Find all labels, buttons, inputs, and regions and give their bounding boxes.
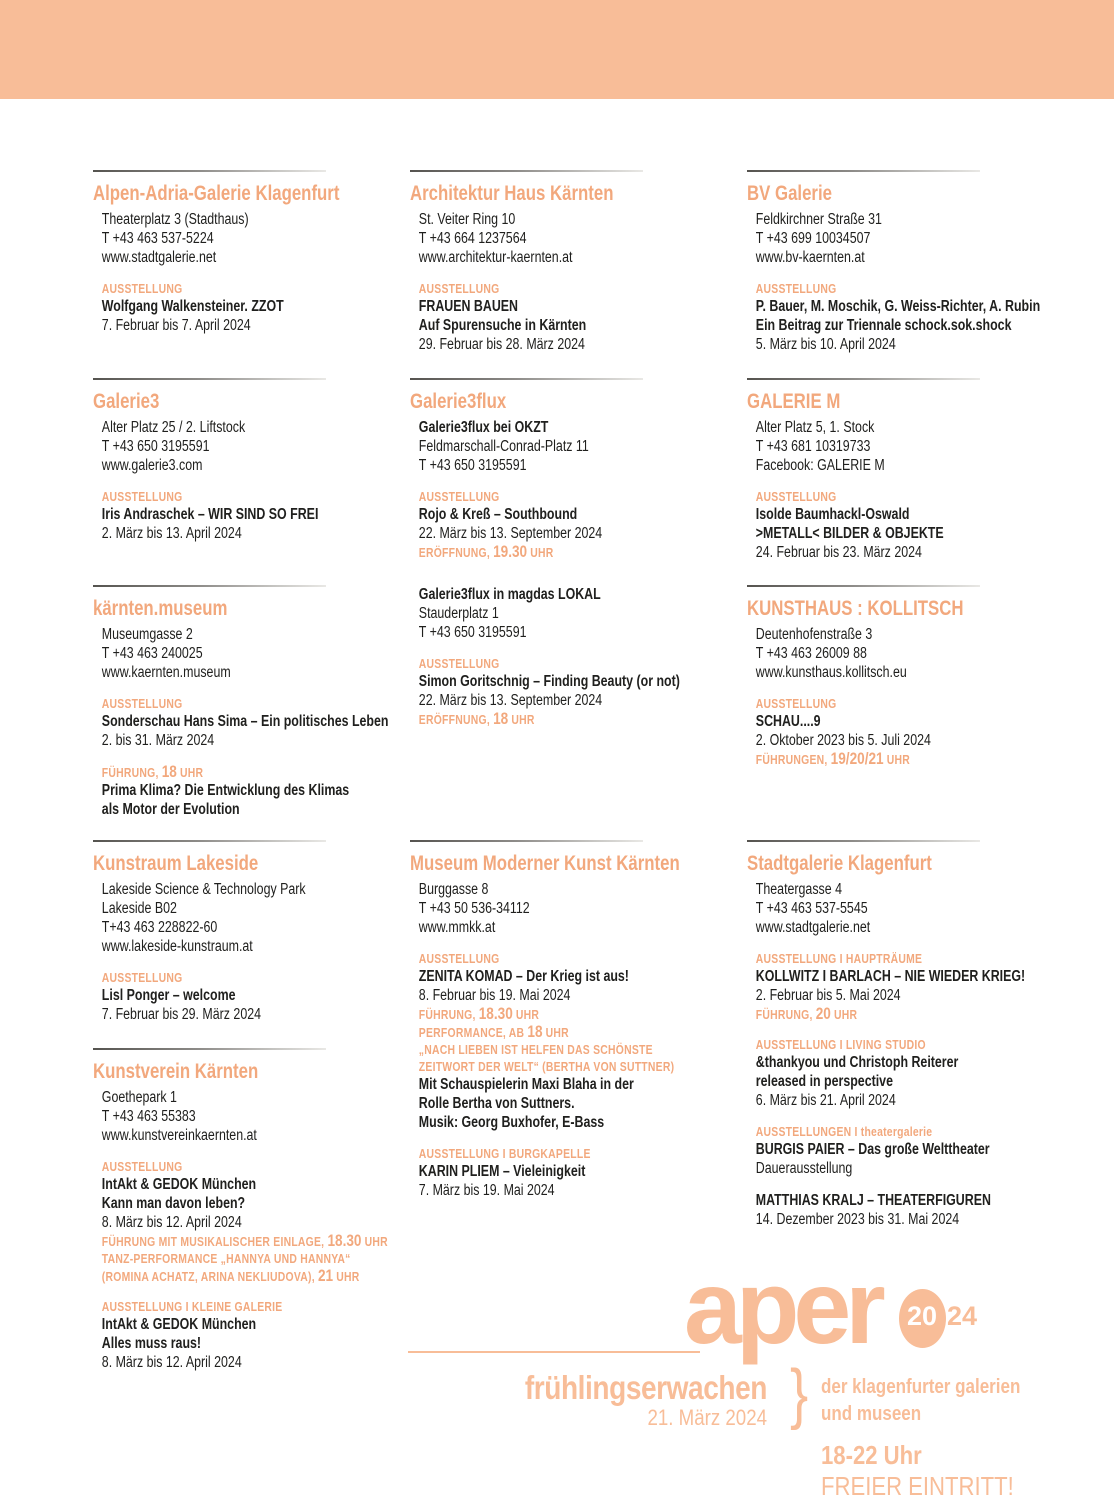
exhibition-label [747,695,980,712]
label-part: ZEITWORT DER WELT“ (BERTHA VON SUTTNER) [418,1059,675,1074]
label-part: UHR [512,1007,540,1022]
text-line: T +43 650 3195591 [101,438,210,455]
exhibition-label [747,280,980,297]
exhibition-label [93,695,326,712]
label-part: 21 [317,1266,334,1285]
text-line: Museumgasse 2 [101,626,193,643]
exhibition-label [410,1023,643,1041]
text-line: Alter Platz 25 / 2. Liftstock [101,419,246,436]
text-line: www.stadtgalerie.net [755,919,871,936]
label-part: AUSSTELLUNG I LIVING STUDIO [755,1037,926,1052]
exhibition-title: Galerie3flux bei OKZT [418,419,549,436]
exhibition-label [410,1005,643,1023]
label-part: FÜHRUNG MIT MUSIKALISCHER EINLAGE, [101,1234,328,1249]
section-body [747,880,1026,1229]
label-part: 20 [815,1004,831,1023]
label-part: „NACH LIEBEN IST HELFEN DAS SCHÖNSTE [418,1042,653,1057]
exhibition-title: Isolde Baumhackl-Oswald [755,506,910,523]
text-line: 22. März bis 13. September 2024 [418,525,603,542]
event-date: 21. März 2024 [647,1405,767,1430]
section-body [747,210,1041,354]
section-body [93,1088,388,1372]
exhibition-title: IntAkt & GEDOK München [101,1316,257,1333]
exhibition-title: Musik: Georg Buxhofer, E-Bass [418,1114,605,1131]
text-line: Theaterplatz 3 (Stadthaus) [101,211,249,228]
info-group [93,969,326,1024]
info-group [747,695,980,768]
exhibition-label [410,950,643,967]
label-part: UHR [830,1007,858,1022]
text-line: T +43 463 55383 [101,1108,196,1125]
label-part: 18 [527,1022,543,1041]
gallery-section [747,840,1026,1229]
section-body [93,210,326,335]
label-part: AUSSTELLUNG [101,696,183,711]
label-part: UHR [542,1025,569,1040]
exhibition-label [93,1266,360,1285]
info-group [747,625,980,682]
exhibition-title: Mit Schauspielerin Maxi Blaha in der [418,1076,634,1093]
text-line: www.stadtgalerie.net [101,249,217,266]
exhibition-title: KOLLWITZ I BARLACH – NIE WIEDER KRIEG! [755,968,1026,985]
label-part: FÜHRUNG, [418,1007,479,1022]
exhibition-label [93,763,326,781]
header-band [0,0,1114,99]
text-line: www.bv-kaernten.at [755,249,865,266]
text-line: 7. Februar bis 7. April 2024 [101,317,251,334]
section-divider [93,585,326,587]
exhibition-title: Lisl Ponger – welcome [101,987,236,1004]
event-time: 18-22 Uhr [821,1440,922,1470]
gallery-name: Galerie3flux [410,390,507,413]
info-group [410,950,675,1132]
text-line: Deutenhofenstraße 3 [755,626,873,643]
label-part: TANZ-PERFORMANCE „HANNYA UND HANNYA“ [101,1251,351,1266]
exhibition-title: Kann man davon leben? [101,1195,246,1212]
label-part: AUSSTELLUNG [418,656,500,671]
text-line: Dauerausstellung [755,1160,853,1177]
text-line: www.lakeside-kunstraum.at [101,938,253,955]
text-line: 2. Oktober 2023 bis 5. Juli 2024 [755,732,931,749]
label-part: ERÖFFNUNG, [418,712,494,727]
text-line: T +43 463 240025 [101,645,203,662]
exhibition-title: Galerie3flux in magdas LOKAL [418,586,601,603]
exhibition-title: Alles muss raus! [101,1335,202,1352]
exhibition-title: &thankyou und Christoph Reiterer [755,1054,959,1071]
exhibition-label [410,1058,675,1075]
exhibition-title: Rolle Bertha von Suttners. [418,1095,575,1112]
text-line: 2. bis 31. März 2024 [101,732,215,749]
section-body [747,418,980,562]
exhibition-title: Ein Beitrag zur Triennale schock.sok.shock [755,317,1012,334]
exhibition-title: ZENITA KOMAD – Der Krieg ist aus! [418,968,629,985]
exhibition-title: MATTHIAS KRALJ – THEATERFIGUREN [755,1192,991,1209]
text-line: 24. Februar bis 23. März 2024 [755,544,922,561]
info-group [93,418,326,475]
gallery-section [93,378,326,543]
exhibition-title: Auf Spurensuche in Kärnten [418,317,587,334]
section-body [93,418,326,543]
exhibition-label [747,750,980,768]
text-line: 5. März bis 10. April 2024 [755,336,896,353]
label-part: PERFORMANCE, AB [418,1025,528,1040]
text-line: Theatergasse 4 [755,881,842,898]
info-group [93,210,326,267]
text-line: T+43 463 228822-60 [101,919,218,936]
text-line: Feldmarschall-Conrad-Platz 11 [418,438,589,455]
label-part: 19.30 [493,542,528,561]
label-part: AUSSTELLUNG I BURGKAPELLE [418,1146,591,1161]
logo-year-right: 24 [947,1301,978,1331]
info-group [747,280,1041,354]
exhibition-label [93,1231,388,1250]
event-subtitle-line2: und museen [821,1403,922,1425]
text-line: T +43 650 3195591 [418,624,527,641]
info-group [93,1158,388,1285]
text-line: 2. März bis 13. April 2024 [101,525,242,542]
text-line: Goethepark 1 [101,1089,177,1106]
gallery-name: KUNSTHAUS : KOLLITSCH [747,597,964,620]
apero-logo-text: aper [684,1250,880,1366]
label-part: 18 [493,709,509,728]
section-divider [410,840,643,842]
text-line: 8. Februar bis 19. Mai 2024 [418,987,571,1004]
info-group [93,695,389,750]
exhibition-title: P. Bauer, M. Moschik, G. Weiss-Richter, A. Rubin [755,298,1041,315]
exhibition-title: Wolfgang Walkensteiner. ZZOT [101,298,284,315]
section-divider [93,170,326,172]
text-line: Facebook: GALERIE M [755,457,885,474]
exhibition-label [93,969,326,986]
exhibition-label [747,1005,980,1023]
gallery-name: Museum Moderner Kunst Kärnten [410,852,680,875]
label-part: AUSSTELLUNG [101,489,183,504]
label-part: AUSSTELLUNG [755,489,837,504]
gallery-section [93,585,389,819]
text-line: Lakeside Science & Technology Park [101,881,306,898]
exhibition-label [410,543,643,561]
text-line: 22. März bis 13. September 2024 [418,692,603,709]
section-divider [747,585,980,587]
info-group [747,418,980,475]
brace-glyph: } [790,1354,809,1431]
exhibition-label [93,1298,326,1315]
info-group [747,950,1026,1023]
info-group [93,280,326,335]
label-part: AUSSTELLUNG [101,281,183,296]
label-part: FÜHRUNG, [101,765,162,780]
text-line: T +43 463 537-5224 [101,230,214,247]
gallery-name: Kunstverein Kärnten [93,1060,259,1083]
exhibition-label [747,488,980,505]
exhibition-title: released in perspective [755,1073,893,1090]
exhibition-label [410,710,643,728]
text-line: 7. Februar bis 29. März 2024 [101,1006,262,1023]
gallery-name: Alpen-Adria-Galerie Klagenfurt [93,182,340,205]
label-part: 18 [161,762,177,781]
section-divider [93,378,326,380]
text-line: T +43 699 10034507 [755,230,871,247]
text-line: Stauderplatz 1 [418,605,499,622]
gallery-name: kärnten.museum [93,597,228,620]
exhibition-title: BURGIS PAIER – Das große Welttheater [755,1141,990,1158]
info-group [747,880,980,937]
info-group [93,880,326,956]
label-part: UHR [508,712,535,727]
exhibition-title: Rojo & Kreß – Southbound [418,506,578,523]
text-line: 2. Februar bis 5. Mai 2024 [755,987,901,1004]
info-group [747,1123,990,1178]
gallery-name: BV Galerie [747,182,832,205]
free-admission: FREIER EINTRITT! [821,1471,1014,1500]
event-subtitle [821,1374,1020,1428]
label-part: UHR [361,1234,388,1249]
section-divider [747,378,980,380]
label-part: AUSSTELLUNG [755,281,837,296]
text-line: T +43 664 1237564 [418,230,527,247]
info-group [410,210,643,267]
info-group [747,1191,991,1229]
text-line: www.kunsthaus.kollitsch.eu [755,664,907,681]
text-line: www.architektur-kaernten.at [418,249,573,266]
label-part: FÜHRUNG, [755,1007,816,1022]
info-group [93,762,350,819]
gallery-section [747,378,980,562]
exhibition-label [410,655,643,672]
gallery-section [93,840,326,1024]
label-part: UHR [176,765,204,780]
logo-year-left: 20 [907,1301,938,1331]
text-line: T +43 50 536-34112 [418,900,530,917]
event-title: frühlingserwachen [524,1369,767,1406]
event-subtitle-line1: der klagenfurter galerien [821,1376,1021,1398]
section-body [747,625,980,768]
exhibition-label [93,1158,326,1175]
section-divider [747,170,980,172]
gallery-section [747,170,1041,354]
section-divider [747,840,980,842]
exhibition-label [747,1036,980,1053]
gallery-section [410,170,643,354]
gallery-name: Stadtgalerie Klagenfurt [747,852,932,875]
section-divider [410,170,643,172]
text-line: 8. März bis 12. April 2024 [101,1354,242,1371]
info-group [747,1036,980,1110]
exhibition-label [410,280,643,297]
gallery-name: Galerie3 [93,390,160,413]
gallery-name: GALERIE M [747,390,841,413]
exhibition-title: als Motor der Evolution [101,801,240,818]
section-body [410,585,680,728]
info-group [410,655,680,728]
section-body [410,210,643,354]
label-part: AUSSTELLUNG [418,489,500,504]
label-part: 19/20/21 [830,749,884,768]
label-part: 18.30 [478,1004,513,1023]
gallery-section [93,1048,388,1372]
section-body [93,625,389,819]
text-line: T +43 463 537-5545 [755,900,868,917]
exhibition-title: Sonderschau Hans Sima – Ein politisches Leben [101,713,389,730]
text-line: Feldkirchner Straße 31 [755,211,882,228]
exhibition-title: Prima Klima? Die Entwicklung des Klimas [101,782,350,799]
exhibition-title: IntAkt & GEDOK München [101,1176,257,1193]
text-line: www.mmkk.at [418,919,496,936]
label-part: UHR [333,1269,360,1284]
text-line: 29. Februar bis 28. März 2024 [418,336,585,353]
info-group [410,1145,643,1200]
event-title-block [420,1369,767,1430]
exhibition-label [747,950,980,967]
label-part: ERÖFFNUNG, [418,545,494,560]
label-part: UHR [527,545,554,560]
exhibition-title: FRAUEN BAUEN [418,298,518,315]
info-group [93,1088,326,1145]
section-body [410,880,675,1200]
label-part: AUSSTELLUNG I KLEINE GALERIE [101,1299,283,1314]
label-part: AUSSTELLUNGEN I theatergalerie [755,1124,933,1139]
label-part: UHR [883,752,910,767]
info-group [93,1298,326,1372]
text-line: T +43 463 26009 88 [755,645,867,662]
text-line: St. Veiter Ring 10 [418,211,516,228]
exhibition-label [93,1250,351,1267]
text-line: Burggasse 8 [418,881,489,898]
text-line: 7. März bis 19. Mai 2024 [418,1182,555,1199]
exhibition-label [410,488,643,505]
exhibition-label [410,1145,643,1162]
gallery-section [93,170,340,335]
gallery-name: Architektur Haus Kärnten [410,182,614,205]
text-line: Alter Platz 5, 1. Stock [755,419,875,436]
text-line: www.kunstvereinkaernten.at [101,1127,257,1144]
label-part: AUSSTELLUNG [418,951,500,966]
info-group [410,880,643,937]
section-divider [410,378,643,380]
exhibition-label [93,280,326,297]
exhibition-label [93,488,326,505]
gallery-name: Kunstraum Lakeside [93,852,259,875]
text-line: 8. März bis 12. April 2024 [101,1214,242,1231]
info-group [410,488,643,561]
gallery-section [410,840,680,1200]
gallery-section [410,378,643,561]
label-part: 18.30 [327,1231,362,1250]
label-part: (ROMINA ACHATZ, ARINA NEKLIUDOVA), [101,1269,318,1284]
text-line: 6. März bis 21. April 2024 [755,1092,896,1109]
info-group [93,625,326,682]
text-line: Lakeside B02 [101,900,177,917]
exhibition-title: KARIN PLIEM – Vieleinigkeit [418,1163,586,1180]
text-line: www.galerie3.com [101,457,203,474]
text-line: www.kaernten.museum [101,664,231,681]
label-part: AUSSTELLUNG [755,696,837,711]
exhibition-label [410,1041,653,1058]
text-line: T +43 681 10319733 [755,438,871,455]
section-body [410,418,643,561]
gallery-section [410,585,680,728]
label-part: AUSSTELLUNG I HAUPTRÄUME [755,951,923,966]
info-group [93,488,326,543]
info-group [410,418,643,475]
info-group [410,280,643,354]
section-body [93,880,326,1024]
label-part: AUSSTELLUNG [101,970,183,985]
info-group [410,585,643,642]
info-group [747,488,980,562]
label-part: AUSSTELLUNG [101,1159,183,1174]
exhibition-title: Iris Andraschek – WIR SIND SO FREI [101,506,319,523]
exhibition-title: Simon Goritschnig – Finding Beauty (or not) [418,673,680,690]
text-line: T +43 650 3195591 [418,457,527,474]
section-divider [93,1048,326,1050]
section-divider [93,840,326,842]
exhibition-label [747,1123,980,1140]
gallery-section [747,585,980,768]
exhibition-title: >METALL< BILDER & OBJEKTE [755,525,944,542]
exhibition-title: SCHAU....9 [755,713,821,730]
text-line: 14. Dezember 2023 bis 31. Mai 2024 [755,1211,960,1228]
label-part: FÜHRUNGEN, [755,752,831,767]
label-part: AUSSTELLUNG [418,281,500,296]
footer-rule [408,1351,700,1353]
info-group [747,210,980,267]
